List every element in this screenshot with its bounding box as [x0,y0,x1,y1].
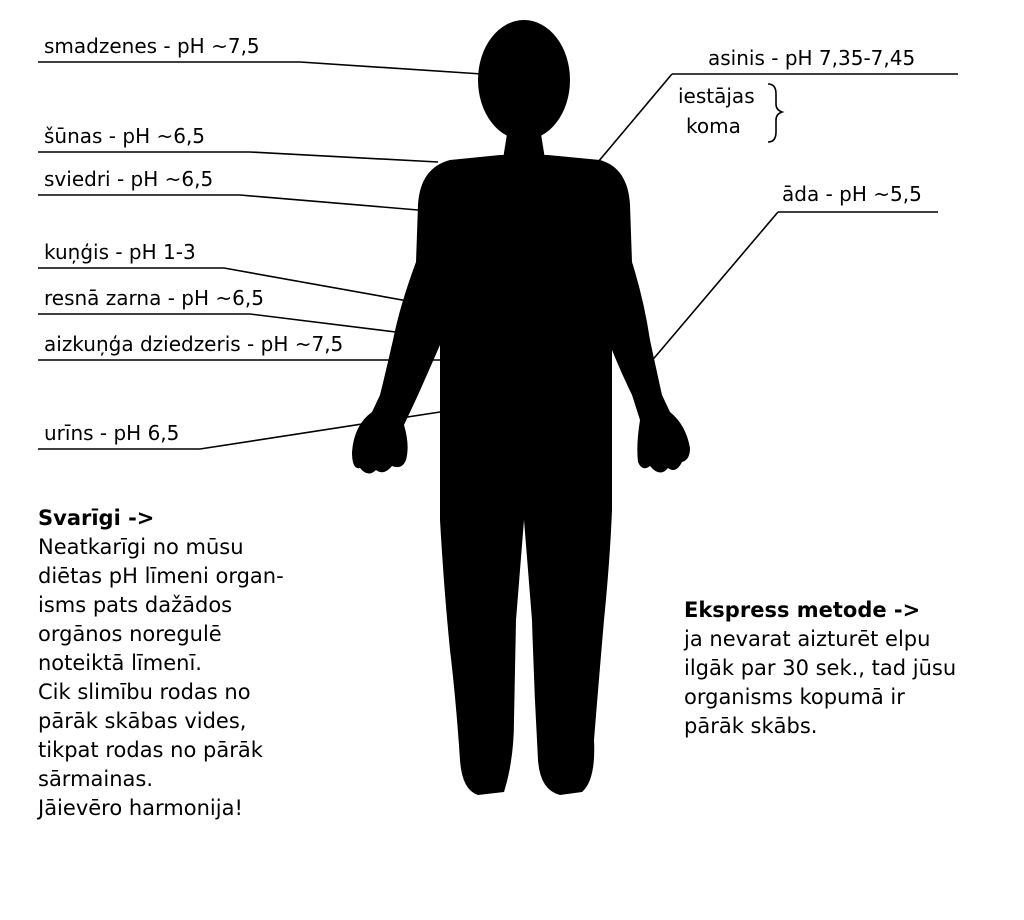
express-note [684,596,956,741]
express-heading: Ekspress metode -> [684,598,921,622]
label-colon: resnā zarna - pH ~6,5 [44,286,264,310]
coma-brace [768,84,782,142]
express-line: ja nevarat aizturēt elpu [684,627,931,651]
label-coma-line2: koma [686,114,741,138]
important-line: tikpat rodas no pārāk [38,738,263,762]
important-line: diētas pH līmeni organ- [38,564,284,588]
important-line: sārmainas. [38,767,154,791]
important-line: Neatkarīgi no mūsu [38,535,244,559]
express-line: pārāk skābs. [684,714,818,738]
label-urine: urīns - pH 6,5 [44,421,180,445]
important-line: isms pats dažādos [38,593,233,617]
important-line: orgānos noregulē [38,622,222,646]
important-note [38,504,284,823]
important-line: pārāk skābas vides, [38,709,247,733]
human-silhouette [352,20,690,795]
important-heading: Svarīgi -> [38,506,155,530]
label-coma-line1: iestājas [678,84,755,108]
important-line: Jāievēro harmonija! [38,796,243,820]
label-skin: āda - pH ~5,5 [782,182,922,206]
label-pancreas: aizkuņģa dziedzeris - pH ~7,5 [44,332,344,356]
important-line: noteiktā līmenī. [38,651,202,675]
label-gut: šūnas - pH ~6,5 [44,124,206,148]
label-brain: smadzenes - pH ~7,5 [44,34,260,58]
label-stomach: kuņģis - pH 1-3 [44,240,196,264]
label-sweat: sviedri - pH ~6,5 [44,167,214,191]
label-blood: asinis - pH 7,35-7,45 [708,46,916,70]
express-line: ilgāk par 30 sek., tad jūsu [684,656,957,680]
important-line: Cik slimību rodas no [38,680,251,704]
express-line: organisms kopumā ir [684,685,905,709]
